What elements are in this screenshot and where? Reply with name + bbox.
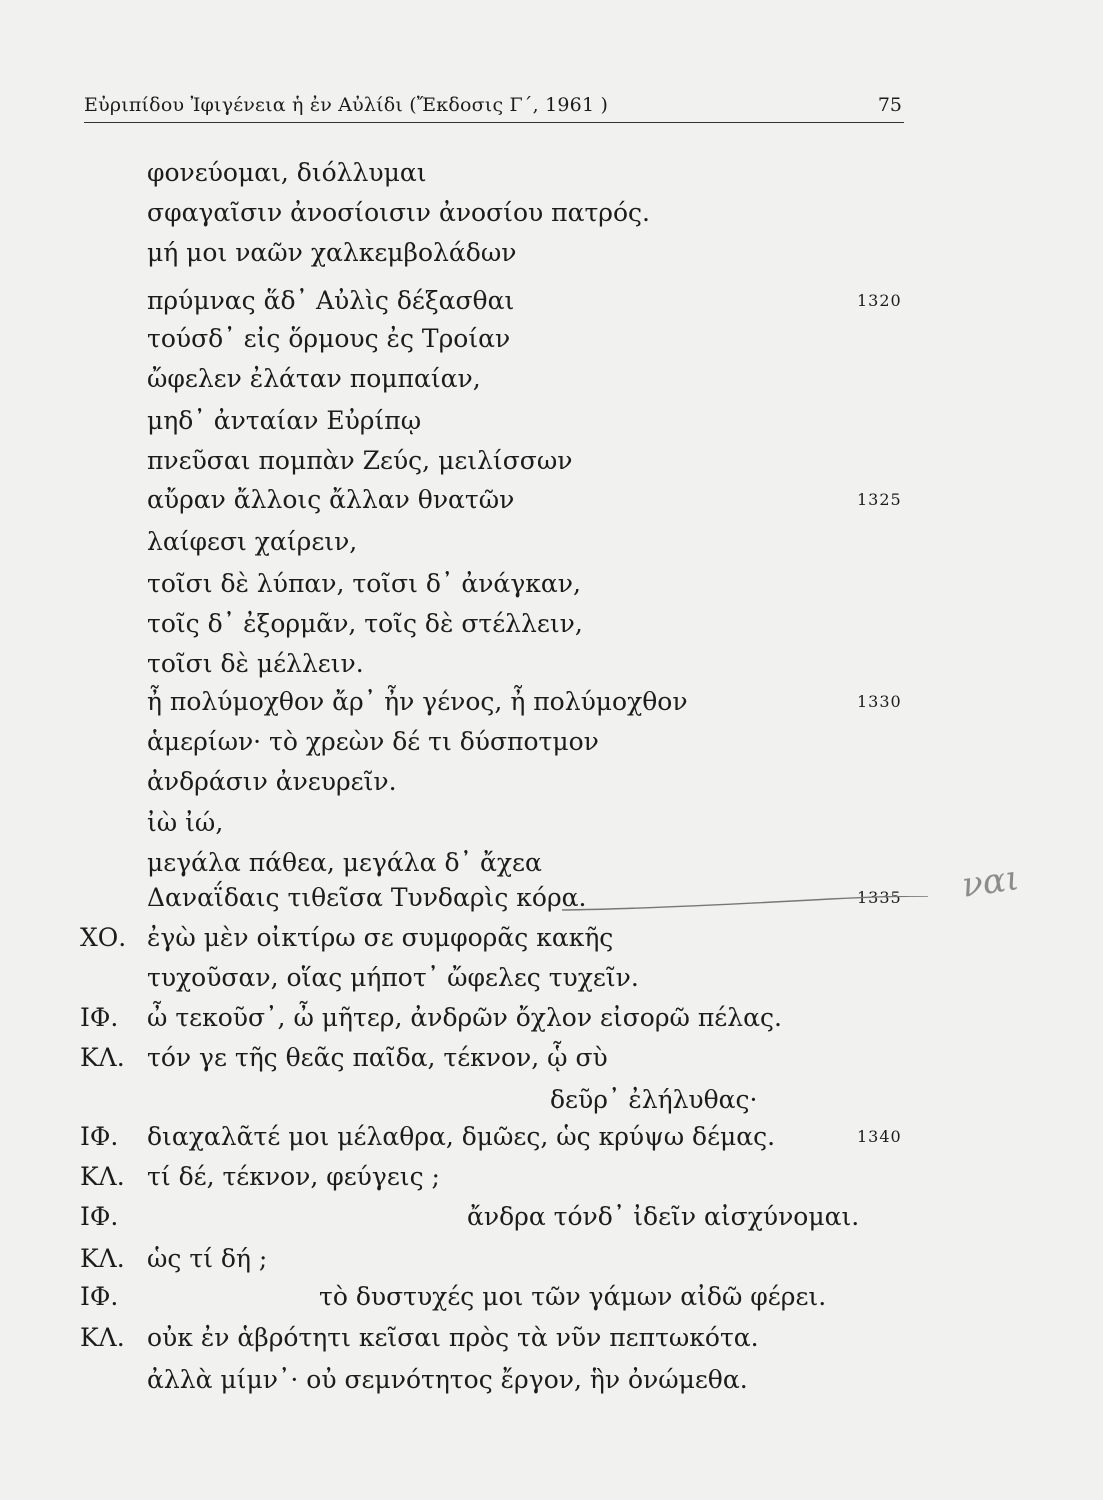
speaker-label: ΚΛ.: [80, 1244, 125, 1273]
verse-text-line: τοῖσι δὲ λύπαν, τοῖσι δ᾽ ἀνάγκαν,: [147, 569, 581, 598]
handwritten-underline: [560, 896, 930, 922]
page-number: 75: [877, 94, 902, 116]
line-number: 1340: [857, 1127, 902, 1146]
verse-text-line: λαίφεσι χαίρειν,: [147, 527, 358, 556]
verse-text-line: ἦ πολύμοχθον ἄρ᾽ ἦν γένος, ἦ πολύμοχθον: [147, 687, 688, 716]
speaker-label: ΙΦ.: [80, 1003, 119, 1032]
verse-text-line: ὦ τεκοῦσ᾽, ὦ μῆτερ, ἀνδρῶν ὄχλον εἰσορῶ πέλας.: [147, 1003, 782, 1032]
verse-text-line: ἁμερίων· τὸ χρεὼν δέ τι δύσποτμον: [147, 727, 599, 756]
speaker-label: ΙΦ.: [80, 1202, 119, 1231]
verse-text-line: ὤφελεν ἐλάταν πομπαίαν,: [147, 364, 481, 393]
verse-text-line: ἀλλὰ μίμν᾽· οὐ σεμνότητος ἔργον, ἣν ὀνώμεθα.: [147, 1365, 748, 1394]
speaker-label: ΚΛ.: [80, 1043, 125, 1072]
speaker-label: ΧΟ.: [80, 923, 127, 952]
verse-text-line: ὡς τί δή ;: [147, 1244, 268, 1273]
verse-text-line: τυχοῦσαν, οἵας μήποτ᾽ ὤφελες τυχεῖν.: [147, 963, 639, 992]
speaker-label: ΙΦ.: [80, 1122, 119, 1151]
verse-text-line: μεγάλα πάθεα, μεγάλα δ᾽ ἄχεα: [147, 848, 542, 877]
header-title: Εὐριπίδου Ἰφιγένεια ἡ ἐν Αὐλίδι (Ἔκδοσις Γ΄, 1961 ): [84, 94, 609, 116]
verse-text-line: οὐκ ἐν ἁβρότητι κεῖσαι πρὸς τὰ νῦν πεπτωκότα.: [147, 1323, 759, 1352]
verse-text-line: φονεύομαι, διόλλυμαι: [147, 158, 427, 187]
verse-text-line: πρύμνας ἅδ᾽ Αὐλὶς δέξασθαι: [147, 286, 515, 315]
handwritten-annotation: ναι: [959, 858, 1022, 906]
running-header: [84, 92, 904, 123]
verse-text-line: τοῖς δ᾽ ἐξορμᾶν, τοῖς δὲ στέλλειν,: [147, 609, 583, 638]
verse-text-line: Δαναΐδαις τιθεῖσα Τυνδαρὶς κόρα.: [147, 883, 587, 912]
line-number: 1325: [857, 490, 902, 509]
verse-text-line: αὔραν ἄλλοις ἄλλαν θνατῶν: [147, 485, 515, 514]
verse-text-line: σφαγαῖσιν ἀνοσίοισιν ἀνοσίου πατρός.: [147, 198, 650, 227]
verse-text-line: διαχαλᾶτέ μοι μέλαθρα, δμῶες, ὡς κρύψω δέμας.: [147, 1122, 776, 1151]
line-number: 1330: [857, 692, 902, 711]
verse-text-line: μηδ᾽ ἀνταίαν Εὐρίπῳ: [147, 406, 422, 435]
verse-text-line: τὸ δυστυχές μοι τῶν γάμων αἰδῶ φέρει.: [319, 1282, 827, 1311]
verse-text-line: τοῖσι δὲ μέλλειν.: [147, 649, 364, 678]
verse-text-line: ἐγὼ μὲν οἰκτίρω σε συμφορᾶς κακῆς: [147, 923, 614, 952]
line-number: 1320: [857, 291, 902, 310]
verse-text-line: ἰὼ ἰώ,: [147, 808, 224, 837]
verse-text-line: ἄνδρα τόνδ᾽ ἰδεῖν αἰσχύνομαι.: [467, 1202, 860, 1231]
verse-text-line: τόν γε τῆς θεᾶς παῖδα, τέκνον, ᾧ σὺ: [147, 1043, 608, 1072]
verse-text-line: τί δέ, τέκνον, φεύγεις ;: [147, 1162, 440, 1191]
verse-text-line: δεῦρ᾽ ἐλήλυθας·: [550, 1085, 758, 1114]
speaker-label: ΚΛ.: [80, 1162, 125, 1191]
speaker-label: ΙΦ.: [80, 1282, 119, 1311]
verse-text-line: πνεῦσαι πομπὰν Ζεύς, μειλίσσων: [147, 446, 573, 475]
verse-text-line: τούσδ᾽ εἰς ὅρμους ἐς Τροίαν: [147, 324, 511, 353]
verse-text-line: μή μοι ναῶν χαλκεμβολάδων: [147, 238, 517, 267]
line-number: 1335: [857, 888, 902, 907]
speaker-label: ΚΛ.: [80, 1323, 125, 1352]
verse-text-line: ἀνδράσιν ἀνευρεῖν.: [147, 767, 397, 796]
